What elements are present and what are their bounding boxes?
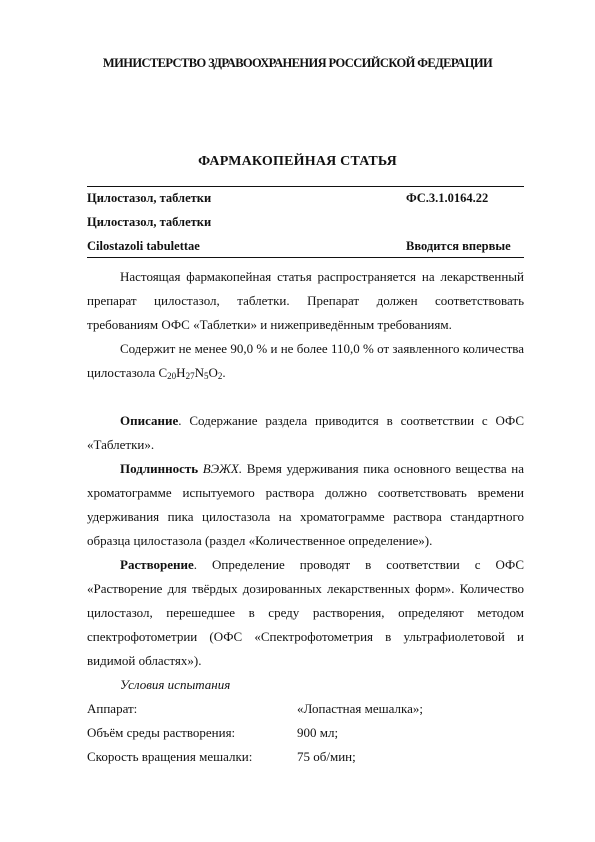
condition-value: 900 мл; <box>297 725 339 740</box>
identity-method: ВЭЖХ. <box>198 461 243 476</box>
article-code: ФС.3.1.0164.22 <box>406 190 489 205</box>
conditions-title: Условия испытания <box>120 677 231 692</box>
title-table <box>87 186 524 258</box>
content-text: Содержит не менее 90,0 % и не более 110,0 % от заявленного количества цилостазола C <box>87 341 524 380</box>
table-bottom-rule <box>87 257 524 258</box>
status-text: Вводится впервые <box>406 238 511 253</box>
content-paragraph <box>87 337 524 385</box>
formula-c-sub: 20 <box>167 371 177 381</box>
formula-o-sub: 2 <box>217 371 223 381</box>
description-section <box>87 409 524 457</box>
dissolution-label: Растворение <box>120 557 194 572</box>
condition-key: Аппарат: <box>87 701 138 716</box>
identity-label: Подлинность <box>120 461 199 476</box>
condition-key: Объём среды растворения: <box>87 725 236 740</box>
identity-text: Время удерживания пика основного вещества на хроматограмме испытуемого раствора должно соответствовать времени удерживания пика цилостазола на хроматограмме раствора стандартного образца цилостазола (раздел «Количественное определение»). <box>87 461 524 548</box>
drug-name-ru-2: Цилостазол, таблетки <box>87 214 212 229</box>
article-body <box>87 265 524 769</box>
formula-n: N <box>194 365 204 380</box>
conditions-list <box>87 697 524 769</box>
condition-row <box>87 745 524 769</box>
condition-value: 75 об/мин; <box>297 749 356 764</box>
ministry-heading: МИНИСТЕРСТВО ЗДРАВООХРАНЕНИЯ РОССИЙСКОЙ ФЕДЕРАЦИИ <box>102 56 493 70</box>
drug-name-lat: Cilostazoli tabulettae <box>87 238 200 253</box>
condition-key: Скорость вращения мешалки: <box>87 749 253 764</box>
description-text: . Содержание раздела приводится в соответствии с ОФС «Таблетки». <box>87 413 524 452</box>
title-row-2 <box>87 210 524 234</box>
identity-section <box>87 457 524 553</box>
title-row-1 <box>87 186 524 210</box>
intro-paragraph: Настоящая фармакопейная статья распространяется на лекарственный препарат цилостазол, таблетки. Препарат должен соответствовать требованиям ОФС «Таблетки» и нижеприведённым требованиям. <box>87 269 524 332</box>
dissolution-section <box>87 553 524 673</box>
formula-h-sub: 27 <box>185 371 195 381</box>
formula-h: H <box>176 365 186 380</box>
formula-o: O <box>208 365 218 380</box>
formula-end: . <box>222 365 226 380</box>
document-title: ФАРМАКОПЕЙНАЯ СТАТЬЯ <box>198 154 397 169</box>
condition-row <box>87 697 524 721</box>
table-top-rule <box>87 186 524 187</box>
condition-row <box>87 721 524 745</box>
description-label: Описание <box>120 413 179 428</box>
drug-name-ru: Цилостазол, таблетки <box>87 190 212 205</box>
condition-value: «Лопастная мешалка»; <box>297 701 424 716</box>
formula-n-sub: 5 <box>203 371 209 381</box>
dissolution-text: . Определение проводят в соответствии с ОФС «Растворение для твёрдых дозированных лекарственных форм». Количество цилостазол, перешедшее в среду растворения, определяют методом спектрофотометрии (ОФС «Спектрофотометрия в ультрафиолетовой и видимой областях»). <box>87 557 524 668</box>
title-row-3 <box>87 234 524 258</box>
